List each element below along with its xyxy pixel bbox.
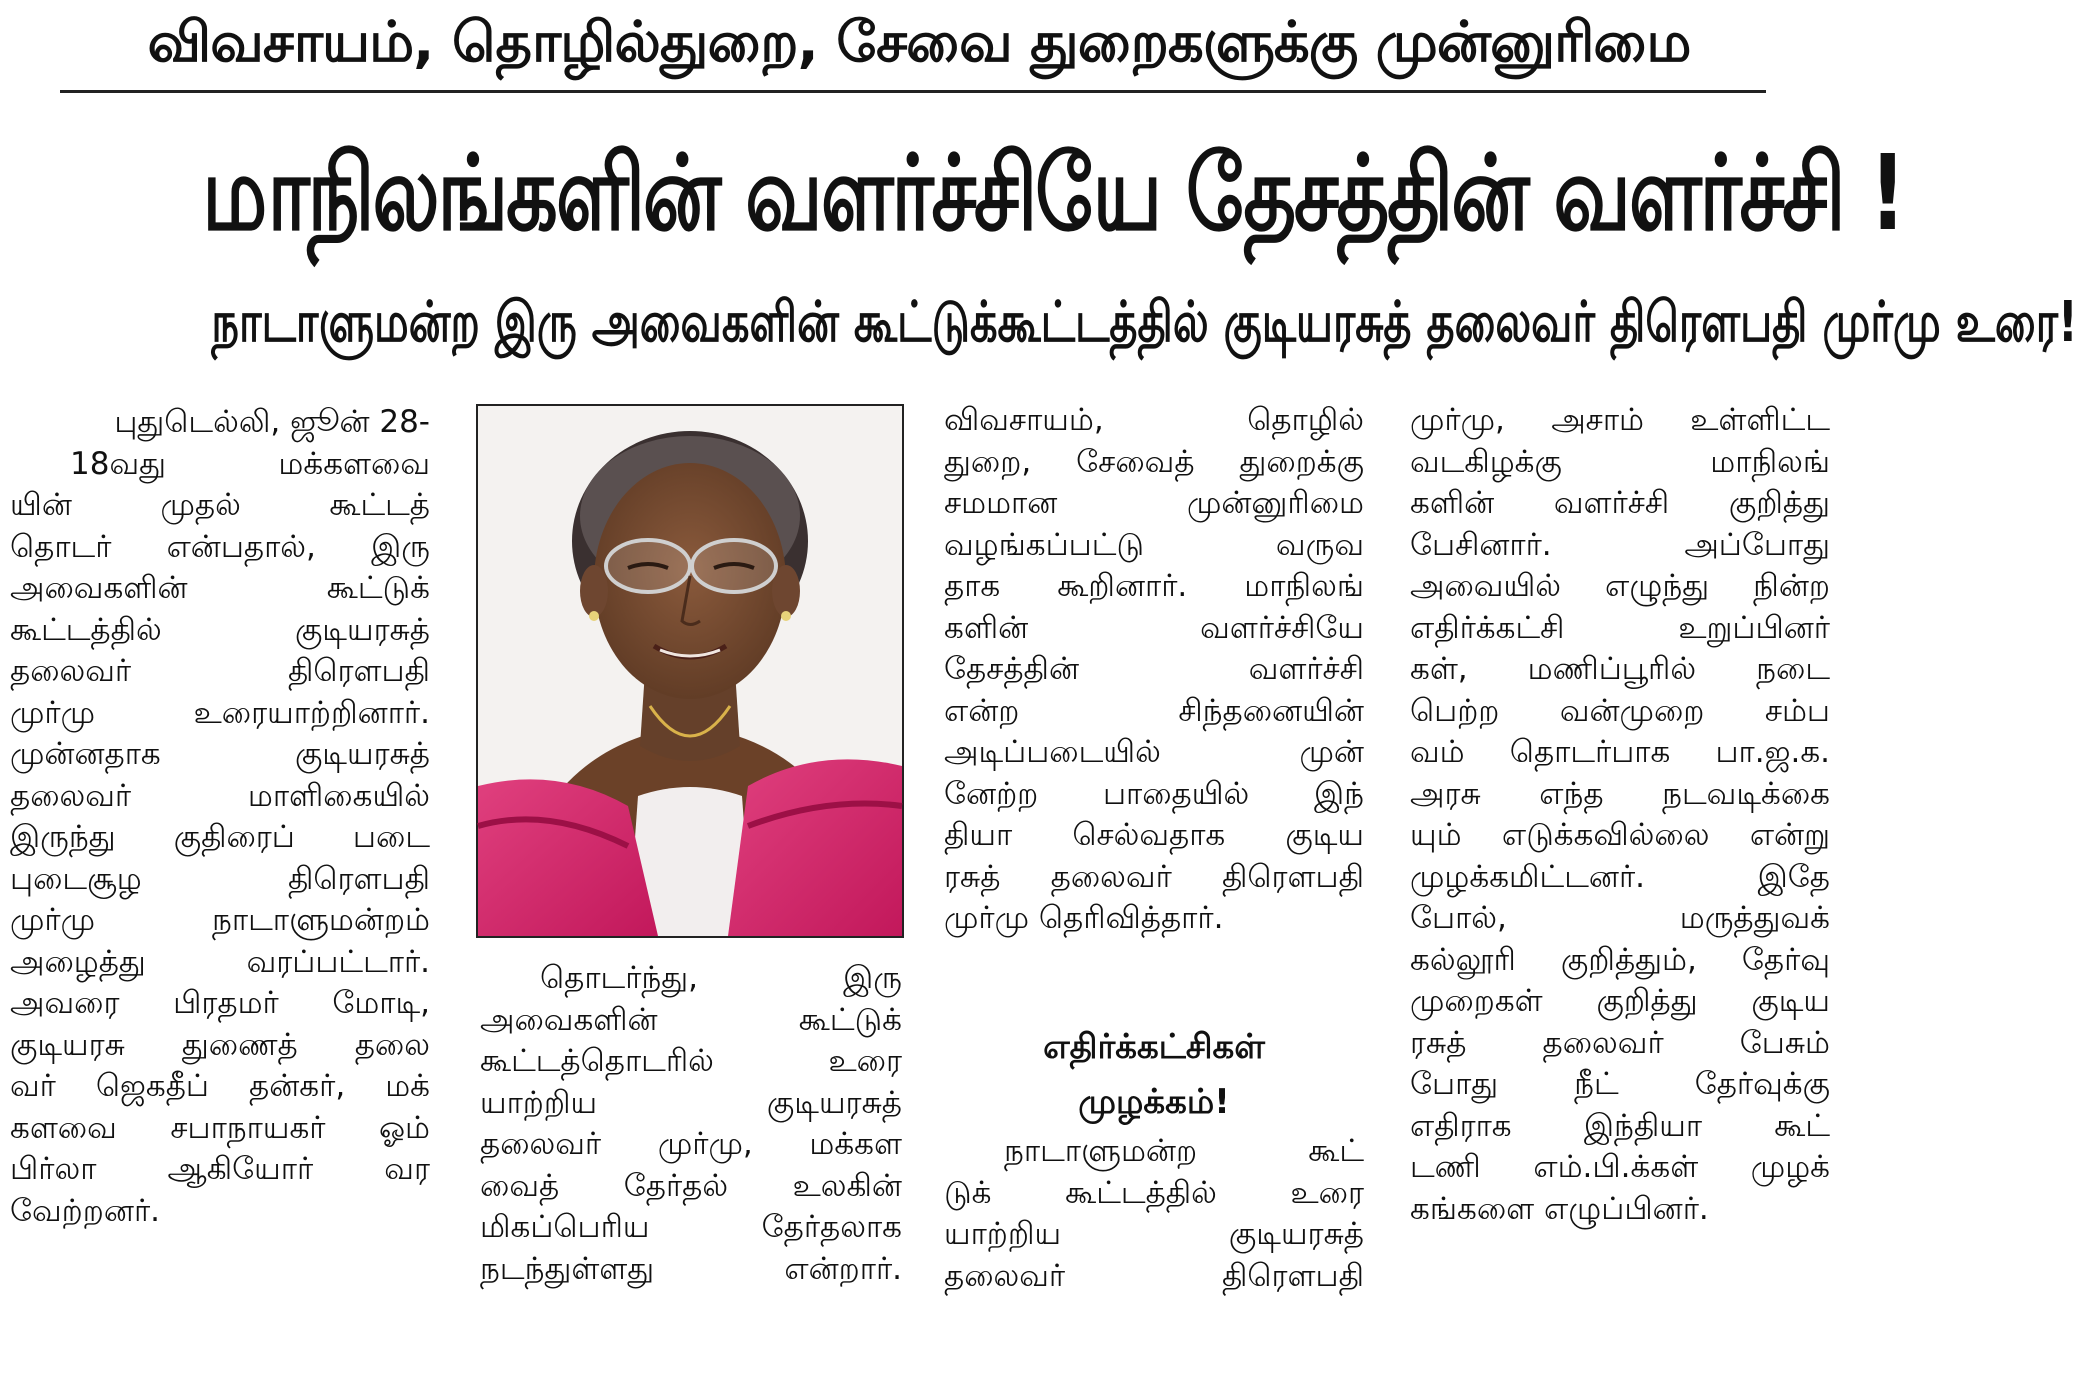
article-column-3 xyxy=(944,400,1364,940)
text-line: தொடர்ந்து, இரு xyxy=(540,960,902,996)
text-line: பேசினார். அப்போது xyxy=(1410,526,1830,563)
text-line: விவசாயம், தொழில் xyxy=(944,402,1364,438)
text-line: பிர்லா ஆகியோர் வர xyxy=(10,1151,430,1187)
text-line: கங்களை எழுப்பினர். xyxy=(1410,1190,1709,1227)
text-line: வழங்கப்பட்டு வருவ xyxy=(944,526,1364,563)
text-line: வடகிழக்கு மாநிலங் xyxy=(1410,443,1830,480)
text-line: களின் வளர்ச்சி குறித்து xyxy=(1410,485,1830,521)
text-line: தலைவர் திரௌபதி xyxy=(944,1257,1364,1294)
text-line: தியா செல்வதாக குடிய xyxy=(944,817,1364,853)
text-line: முறைகள் குறித்து குடிய xyxy=(1410,983,1830,1019)
text-line: கூட்டத்தொடரில் உரை xyxy=(480,1043,902,1079)
text-line: பெற்ற வன்முறை சம்ப xyxy=(1410,692,1830,729)
text-line: யின் முதல் கூட்டத் xyxy=(10,487,430,523)
text-line: ரசுத் தலைவர் பேசும் xyxy=(1410,1024,1830,1061)
main-headline: மாநிலங்களின் வளர்ச்சியே தேசத்தின் வளர்ச்சி ! xyxy=(202,132,1904,254)
text-line: வைத் தேர்தல் உலகின் xyxy=(480,1167,902,1204)
text-line: களின் வளர்ச்சியே xyxy=(944,609,1364,646)
text-line: வம் தொடர்பாக பா.ஜ.க. xyxy=(1410,734,1830,770)
text-line: அவையில் எழுந்து நின்ற xyxy=(1410,568,1830,604)
text-line: தலைவர் மாளிகையில் xyxy=(10,777,430,814)
text-line: ரசுத் தலைவர் திரௌபதி xyxy=(944,858,1364,895)
text-line: வேற்றனர். xyxy=(10,1192,160,1229)
sub-headline: நாடாளுமன்ற இரு அவைகளின் கூட்டுக்கூட்டத்தில் குடியரசுத் தலைவர் திரௌபதி முர்மு உரை! xyxy=(211,290,2078,355)
text-line: புடைசூழ திரௌபதி xyxy=(10,860,430,897)
text-line: போல், மருத்துவக் xyxy=(1410,900,1830,936)
text-line: தாக கூறினார். மாநிலங் xyxy=(944,568,1364,604)
text-line: அரசு எந்த நடவடிக்கை xyxy=(1410,775,1830,812)
article-column-3-continued xyxy=(944,1131,1364,1297)
text-line: போது நீட் தேர்வுக்கு xyxy=(1410,1066,1830,1102)
text-line: முர்மு, அசாம் உள்ளிட்ட xyxy=(1410,402,1830,438)
text-line: அடிப்படையில் முன் xyxy=(944,734,1364,770)
section-subtitle-line-2: முழக்கம்! xyxy=(1078,1082,1230,1122)
text-line: கல்லூரி குறித்தும், தேர்வு xyxy=(1410,941,1830,978)
text-line: குடியரசு துணைத் தலை xyxy=(10,1026,430,1063)
text-line: கள், மணிப்பூரில் நடை xyxy=(1410,651,1830,687)
text-line: நடந்துள்ளது என்றார். xyxy=(480,1250,902,1287)
text-line: தலைவர் முர்மு, மக்கள xyxy=(480,1126,902,1162)
text-line: யும் எடுக்கவில்லை என்று xyxy=(1410,817,1830,853)
text-line: தேசத்தின் வளர்ச்சி xyxy=(944,651,1364,687)
text-line: என்ற சிந்தனையின் xyxy=(944,692,1364,729)
portrait-photo xyxy=(476,404,904,938)
text-line: அழைத்து வரப்பட்டார். xyxy=(10,943,430,980)
kicker-headline: விவசாயம், தொழில்துறை, சேவை துறைகளுக்கு முன்னுரிமை xyxy=(147,10,1691,75)
text-line: முர்மு நாடாளுமன்றம் xyxy=(10,902,430,938)
portrait-illustration xyxy=(478,406,902,936)
text-line: னேற்ற பாதையில் இந் xyxy=(944,775,1364,812)
text-line: 18வது மக்களவை xyxy=(70,445,430,482)
text-line: கூட்டத்தில் குடியரசுத் xyxy=(10,611,430,648)
dateline: புதுடெல்லி, ஜூன் 28- xyxy=(114,404,430,440)
article-column-1 xyxy=(10,402,430,1232)
text-line: அவைகளின் கூட்டுக் xyxy=(10,570,430,606)
text-line: களவை சபாநாயகர் ஓம் xyxy=(10,1109,430,1146)
text-line: முர்மு உரையாற்றினார். xyxy=(10,694,430,731)
kicker-divider xyxy=(60,90,1766,93)
text-line: அவைகளின் கூட்டுக் xyxy=(480,1001,902,1038)
text-line: தொடர் என்பதால், இரு xyxy=(10,528,430,565)
text-line: முழக்கமிட்டனர். இதே xyxy=(1410,858,1830,895)
text-line: சமமான முன்னுரிமை xyxy=(944,485,1364,521)
section-subtitle-line-1: எதிர்க்கட்சிகள் xyxy=(1043,1027,1265,1067)
text-line: எதிர்க்கட்சி உறுப்பினர் xyxy=(1410,609,1830,646)
text-line: அவரை பிரதமர் மோடி, xyxy=(10,985,430,1021)
text-line: முன்னதாக குடியரசுத் xyxy=(10,736,430,772)
article-column-2 xyxy=(480,958,902,1290)
text-line: இருந்து குதிரைப் படை xyxy=(10,819,430,855)
text-line: டணி எம்.பி.க்கள் முழக் xyxy=(1410,1149,1830,1185)
text-line: எதிராக இந்தியா கூட் xyxy=(1410,1107,1830,1144)
text-line: நாடாளுமன்ற கூட் xyxy=(1004,1133,1364,1169)
text-line: வர் ஜெகதீப் தன்கர், மக் xyxy=(10,1068,430,1104)
text-line: துறை, சேவைத் துறைக்கு xyxy=(944,443,1364,480)
text-line: யாற்றிய குடியரசுத் xyxy=(480,1084,902,1121)
text-line: யாற்றிய குடியரசுத் xyxy=(944,1216,1364,1252)
text-line: மிகப்பெரிய தேர்தலாக xyxy=(480,1209,902,1245)
text-line: டுக் கூட்டத்தில் உரை xyxy=(944,1174,1364,1211)
text-line: முர்மு தெரிவித்தார். xyxy=(944,900,1224,936)
text-line: தலைவர் திரௌபதி xyxy=(10,653,430,689)
article-column-4 xyxy=(1410,400,1830,1230)
